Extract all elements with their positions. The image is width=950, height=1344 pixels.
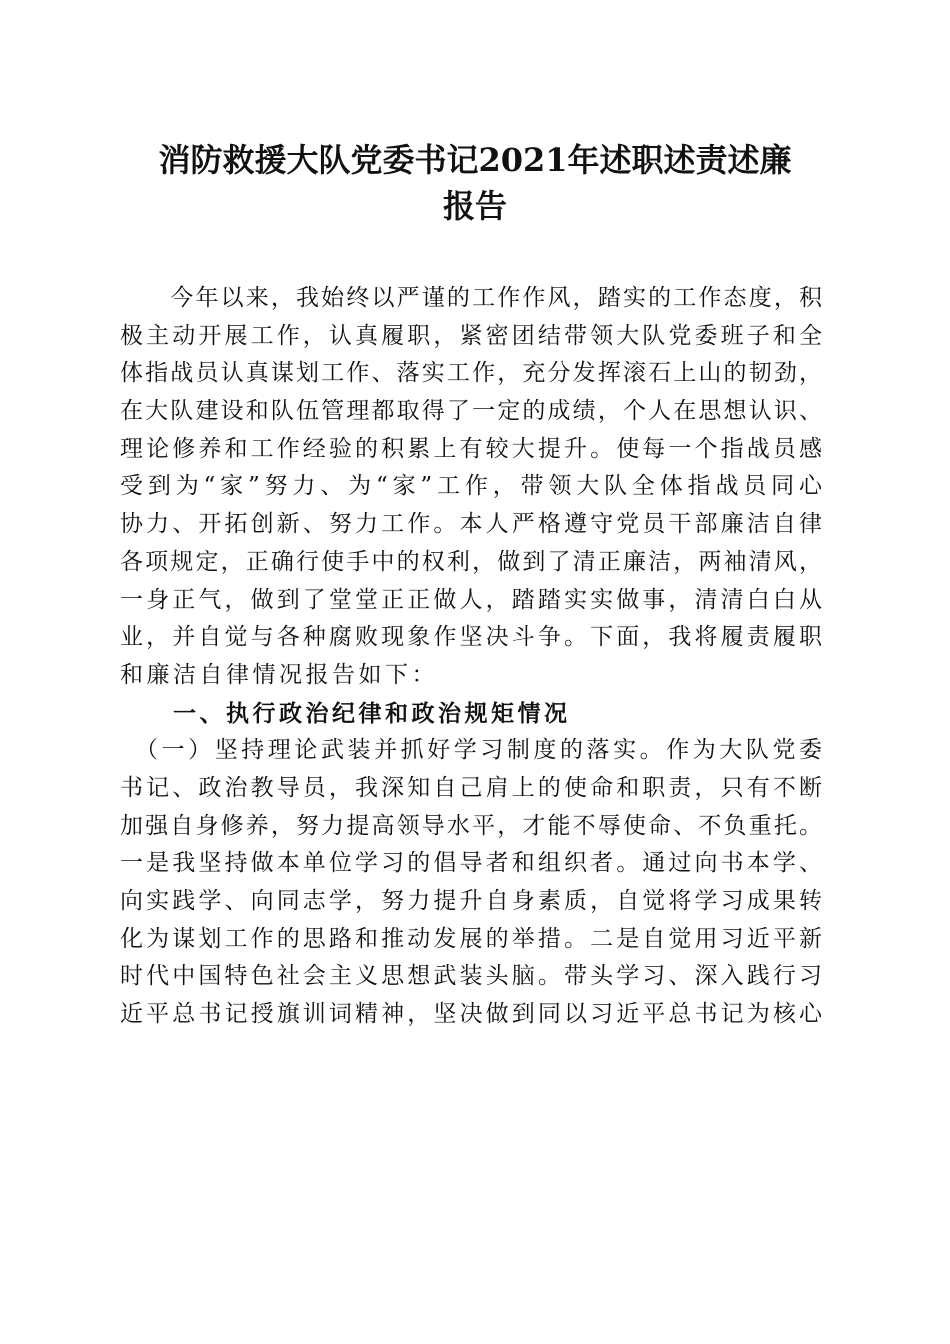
- paragraph-line: 化为谋划工作的思路和推动发展的举措。二是自觉用习近平新: [120, 925, 822, 952]
- paragraph-line: 一是我坚持做本单位学习的倡导者和组织者。通过向书本学、: [120, 850, 822, 877]
- paragraph-line: 今年以来，我始终以严谨的工作作风，踏实的工作态度，积: [120, 285, 822, 311]
- paragraph-line: （一）坚持理论武装并抓好学习制度的落实。作为大队党委: [120, 737, 822, 764]
- paragraph-line: 一身正气，做到了堂堂正正做人，踏踏实实做事，清清白白从: [120, 586, 822, 613]
- paragraph-line: 受到为“家”努力、为“家”工作，带领大队全体指战员同心: [120, 473, 822, 500]
- document-title-line-2: 报告: [442, 187, 507, 225]
- document-body: [120, 280, 822, 1034]
- section-heading: 一、执行政治纪律和政治规矩情况: [120, 699, 571, 727]
- paragraph-line: 在大队建设和队伍管理都取得了一定的成绩，个人在思想认识、: [120, 398, 822, 425]
- paragraph-line: 时代中国特色社会主义思想武装头脑。带头学习、深入践行习: [120, 963, 822, 990]
- paragraph-line: 协力、开拓创新、努力工作。本人严格遵守党员干部廉洁自律: [120, 511, 822, 538]
- paragraph-line: 理论修养和工作经验的积累上有较大提升。使每一个指战员感: [120, 435, 822, 462]
- paragraph-line: 书记、政治教导员，我深知自己肩上的使命和职责，只有不断: [120, 774, 822, 801]
- paragraph-line: 极主动开展工作，认真履职，紧密团结带领大队党委班子和全: [120, 322, 822, 349]
- paragraph-line: 体指战员认真谋划工作、落实工作，充分发挥滚石上山的韧劲，: [120, 360, 822, 387]
- paragraph-line: 加强自身修养，努力提高领导水平，才能不辱使命、不负重托。: [120, 812, 822, 839]
- paragraph-line: 各项规定，正确行使手中的权利，做到了清正廉洁，两袖清风，: [120, 548, 822, 575]
- paragraph-line: 和廉洁自律情况报告如下：: [120, 661, 438, 688]
- paragraph-line: 近平总书记授旗训词精神，坚决做到同以习近平总书记为核心: [120, 1001, 822, 1028]
- paragraph-line: 业，并自觉与各种腐败现象作坚决斗争。下面，我将履责履职: [120, 624, 822, 651]
- document-title-line-1: 消防救援大队党委书记2021年述职述责述廉: [158, 141, 792, 179]
- paragraph-line: 向实践学、向同志学，努力提升自身素质，自觉将学习成果转: [120, 888, 822, 914]
